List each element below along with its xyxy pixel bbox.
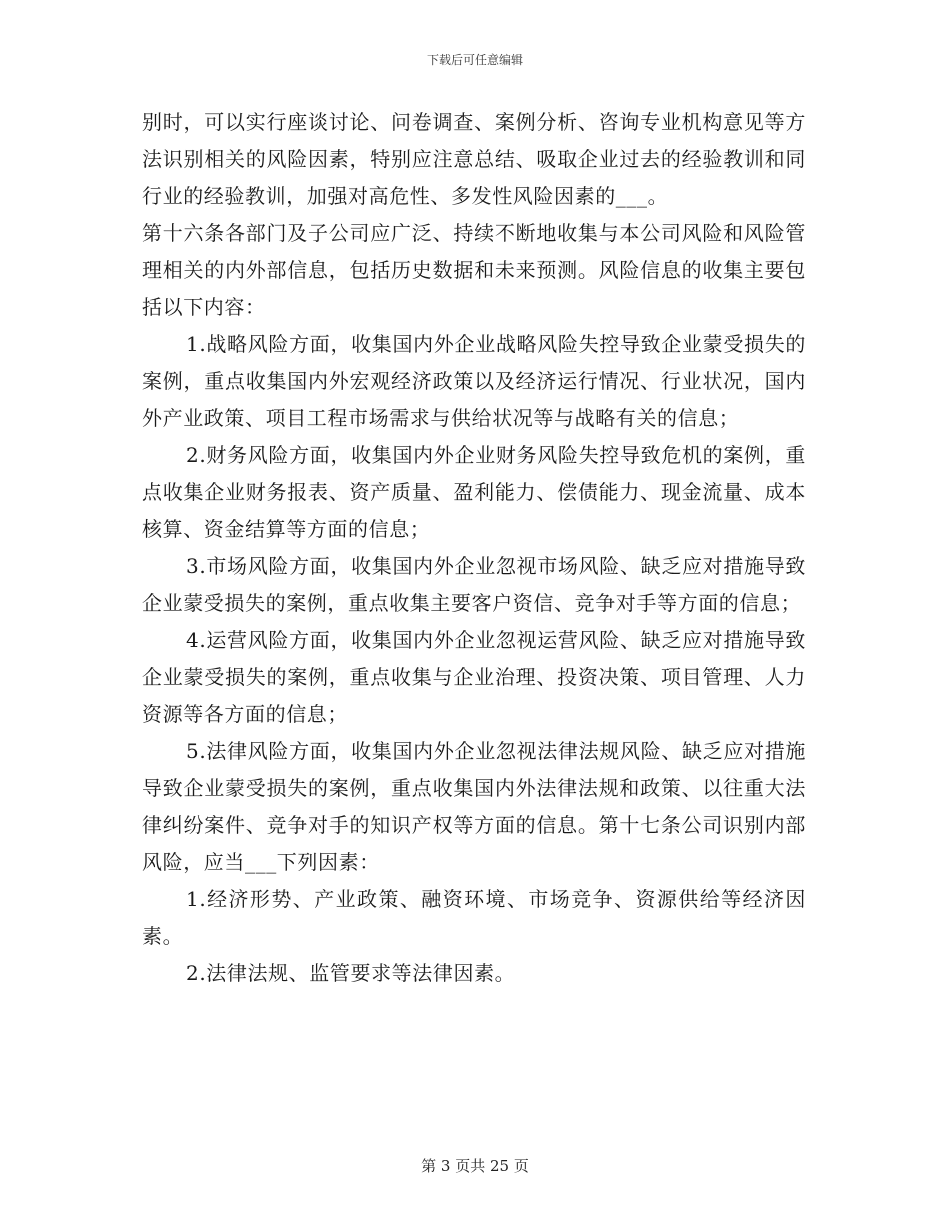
list-item-financial-risk: 2.财务风险方面，收集国内外企业财务风险失控导致危机的案例，重点收集企业财务报表、资产质量、盈利能力、偿债能力、现金流量、成本核算、资金结算等方面的信息； [142, 443, 806, 541]
page-header: 下载后可任意编辑 [426, 53, 523, 67]
list-item-market-risk: 3.市场风险方面，收集国内外企业忽视市场风险、缺乏应对措施导致企业蒙受损失的案例，重点收集主要客户资信、竞争对手等方面的信息； [142, 554, 806, 615]
list-item-operation-risk: 4.运营风险方面，收集国内外企业忽视运营风险、缺乏应对措施导致企业蒙受损失的案例，重点收集与企业治理、投资决策、项目管理、人力资源等各方面的信息； [142, 628, 806, 726]
paragraph: 别时，可以实行座谈讨论、问卷调查、案例分析、咨询专业机构意见等方法识别相关的风险因素，特别应注意总结、吸取企业过去的经验教训和同行业的经验教训，加强对高危性、多发性风险因素的___。 [142, 110, 806, 208]
list-item-legal-risk: 5.法律风险方面，收集国内外企业忽视法律法规风险、缺乏应对措施导致企业蒙受损失的案例，重点收集国内外法律法规和政策、以往重大法律纠纷案件、竞争对手的知识产权等方面的信息。第十七条公司识别内部风险，应当___下列因素： [142, 739, 806, 874]
list-item-economic-factors: 1.经济形势、产业政策、融资环境、市场竞争、资源供给等经济因素。 [142, 887, 806, 948]
page-number: 第 3 页共 25 页 [421, 1157, 529, 1175]
document-body [142, 104, 806, 992]
paragraph-article-16: 第十六条各部门及子公司应广泛、持续不断地收集与本公司风险和风险管理相关的内外部信息，包括历史数据和未来预测。风险信息的收集主要包括以下内容： [142, 221, 806, 319]
list-item-legal-factors: 2.法律法规、监管要求等法律因素。 [186, 961, 516, 985]
list-item-strategy-risk: 1.战略风险方面，收集国内外企业战略风险失控导致企业蒙受损失的案例，重点收集国内外宏观经济政策以及经济运行情况、行业状况，国内外产业政策、项目工程市场需求与供给状况等与战略有关的信息； [142, 332, 806, 430]
